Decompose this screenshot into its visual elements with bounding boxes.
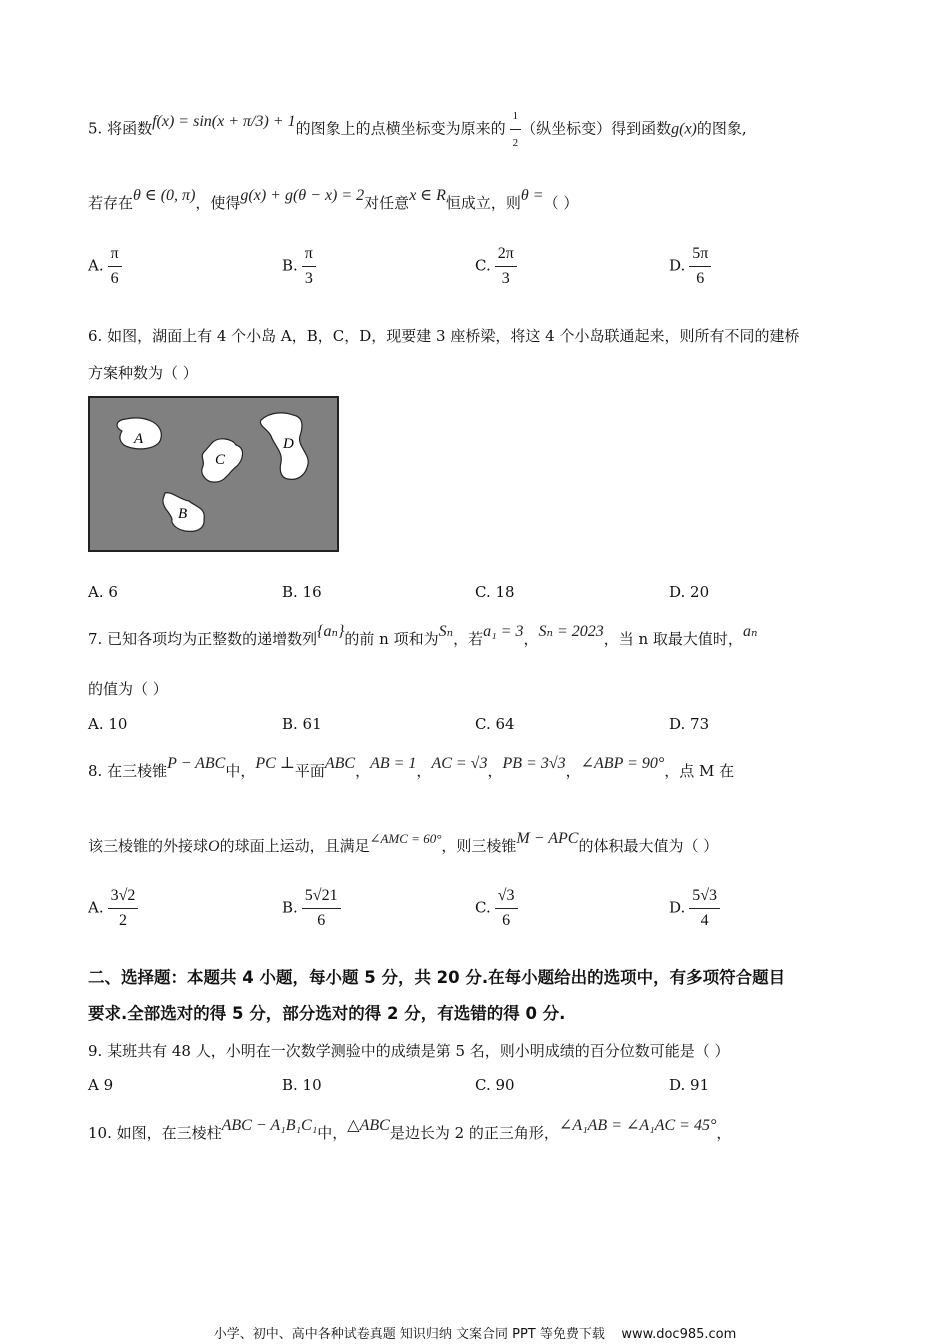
q8-ac: AC = √3	[431, 755, 488, 772]
q10-line1	[88, 1117, 732, 1145]
q8-angle: ∠ABP = 90°	[580, 755, 665, 772]
frac-num: 5√3	[689, 886, 720, 909]
q5-text: （纵坐标变）得到函数	[521, 119, 672, 138]
q9-option-b[interactable]: B. 10	[282, 1076, 322, 1094]
island-d-label: D	[283, 436, 294, 452]
q7-an: aₙ	[742, 623, 758, 640]
q6-option-d[interactable]: D. 20	[669, 583, 710, 601]
q9-text: 9. 某班共有 48 人，小明在一次数学测验中的成绩是第 5 名，则小明成绩的百分位数可能是（ ）	[88, 1042, 730, 1060]
q5-text: 恒成立，则	[445, 194, 521, 212]
q5-line1	[88, 105, 747, 154]
q7-sn: Sₙ	[438, 623, 454, 640]
frac-num: √3	[495, 886, 518, 909]
frac-num: 3√2	[108, 886, 139, 909]
q6-line1: 6. 如图，湖面上有 4 个小岛 A，B，C，D，现要建 3 座桥梁，将这 4 个小岛联通起来，则所有不同的建桥	[88, 327, 800, 345]
option-fraction	[302, 886, 341, 931]
option-label: A.	[88, 898, 104, 917]
option-fraction	[495, 244, 517, 289]
q7-option-d[interactable]: D. 73	[669, 715, 710, 733]
frac-den: 6	[696, 270, 705, 287]
option-fraction	[689, 886, 720, 931]
q5-text: 5. 将函数	[88, 119, 153, 138]
q7-option-b[interactable]: B. 61	[282, 715, 322, 733]
q6-option-c[interactable]: C. 18	[475, 583, 515, 601]
q8-pc-perp: PC ⊥	[255, 755, 295, 772]
q7-line1	[88, 623, 758, 651]
q8-text: ，	[487, 762, 503, 780]
q8-ab: AB = 1	[370, 755, 417, 772]
frac-num: 5√21	[302, 886, 341, 909]
frac-den: 6	[110, 270, 119, 287]
q6-option-b[interactable]: B. 16	[282, 583, 322, 601]
q10-text: 中，	[317, 1124, 348, 1142]
q8-option-c[interactable]	[475, 886, 518, 931]
islands-figure	[88, 396, 340, 553]
q7-text: ，	[523, 630, 539, 648]
q8-text: ，	[565, 762, 581, 780]
q5-option-a[interactable]	[88, 244, 122, 289]
option-label: C.	[475, 256, 491, 275]
q5-formula-g: g(x)	[671, 120, 697, 138]
q5-option-b[interactable]	[282, 244, 316, 289]
option-label: B.	[282, 256, 298, 275]
frac-den: 6	[317, 912, 326, 929]
q9-option-c[interactable]: C. 90	[475, 1076, 515, 1094]
q7-text: 的前 n 项和为	[344, 630, 439, 648]
q6-option-a[interactable]: A. 6	[88, 583, 118, 601]
q5-text: 若存在	[88, 194, 134, 212]
q8-pabc: P − ABC	[167, 755, 226, 772]
option-label: A.	[88, 256, 104, 275]
q5-option-c[interactable]	[475, 244, 517, 289]
q8-option-b[interactable]	[282, 886, 341, 931]
frac-den: 3	[501, 270, 510, 287]
frac-num: π	[302, 244, 316, 267]
q5-text: 的图象,	[696, 119, 747, 138]
q5-text: 对任意	[364, 194, 410, 212]
q5-half-num: 1	[510, 105, 522, 130]
q8-option-d[interactable]	[669, 886, 720, 931]
q8-amc: ∠AMC = 60°	[369, 831, 442, 846]
q5-theta-eq: θ =	[520, 187, 544, 204]
q10-text: 10. 如图，在三棱柱	[88, 1124, 222, 1142]
q7-option-a[interactable]: A. 10	[88, 715, 128, 733]
q8-line2	[88, 830, 719, 858]
option-label: C.	[475, 898, 491, 917]
q10-triangle: △ABC	[347, 1117, 390, 1134]
footer-site-link[interactable]: www.doc985.com	[621, 1327, 737, 1342]
q10-angles: ∠A₁AB = ∠A₁AC = 45°	[558, 1117, 717, 1134]
q5-theta-range: θ ∈ (0, π)	[133, 187, 196, 204]
frac-den: 3	[304, 270, 313, 287]
section2-heading-line1: 二、选择题：本题共 4 小题，每小题 5 分，共 20 分.在每小题给出的选项中，有多项符合题目	[88, 968, 786, 987]
q7-text: ，当 n 取最大值时，	[603, 630, 743, 648]
frac-den: 6	[502, 912, 511, 929]
q5-blank: （ ）	[543, 194, 579, 212]
q8-text: 中，	[225, 762, 256, 780]
island-a-label: A	[134, 431, 144, 447]
option-fraction	[108, 244, 122, 289]
q7-text: 7. 已知各项均为正整数的递增数列	[88, 630, 318, 648]
q8-text: 的球面上运动，且满足	[219, 837, 370, 855]
q7-option-c[interactable]: C. 64	[475, 715, 515, 733]
q8-text: ，	[355, 762, 371, 780]
q5-option-d[interactable]	[669, 244, 711, 289]
q6-line2: 方案种数为（ ）	[88, 364, 198, 382]
page-footer	[0, 1323, 950, 1342]
frac-num: 2π	[495, 244, 517, 267]
option-label: D.	[669, 898, 686, 917]
q10-text: ，	[716, 1124, 732, 1142]
q7-sn-val: Sₙ = 2023	[538, 623, 604, 640]
q5-text: ，使得	[195, 194, 241, 212]
footer-text: 小学、初中、高中各种试卷真题 知识归纳 文案合同 PPT 等免费下载	[213, 1327, 605, 1342]
frac-num: 5π	[689, 244, 711, 267]
q8-text: 8. 在三棱锥	[88, 762, 168, 780]
q7-line2: 的值为（ ）	[88, 680, 168, 698]
q8-o: O	[208, 838, 220, 855]
option-label: D.	[669, 256, 686, 275]
q8-option-a[interactable]	[88, 886, 138, 931]
q10-prism: ABC − A₁B₁C₁	[221, 1117, 318, 1134]
option-fraction	[108, 886, 139, 931]
q8-abc: ABC	[324, 755, 356, 772]
option-fraction	[495, 886, 518, 931]
q8-text: ，点 M 在	[664, 762, 735, 780]
frac-num: π	[108, 244, 122, 267]
q8-text: ，	[416, 762, 432, 780]
section2-heading-line2: 要求.全部选对的得 5 分，部分选对的得 2 分，有选错的得 0 分.	[88, 1004, 566, 1023]
q9-option-d[interactable]: D. 91	[669, 1076, 710, 1094]
island-b-label: B	[178, 506, 188, 522]
option-fraction	[302, 244, 316, 289]
q7-text: ，若	[453, 630, 484, 648]
q7-seq: {aₙ}	[317, 623, 345, 640]
q8-text: 该三棱锥的外接球	[88, 837, 209, 855]
q8-text: ，则三棱锥	[441, 837, 517, 855]
q5-line2	[88, 187, 579, 215]
q10-text: 是边长为 2 的正三角形，	[389, 1124, 559, 1142]
q5-x-in-r: x ∈ R	[409, 187, 446, 204]
q8-text: 的体积最大值为（ ）	[578, 837, 719, 855]
q5-half-den: 2	[512, 137, 519, 149]
option-label: B.	[282, 898, 298, 917]
q8-mapc: M − APC	[516, 830, 579, 847]
q5-text: 的图象上的点横坐标变为原来的	[295, 119, 506, 138]
q8-line1	[88, 755, 735, 783]
frac-den: 4	[700, 912, 709, 929]
frac-den: 2	[119, 912, 127, 929]
q5-half-fraction	[510, 105, 522, 154]
q7-a1: a₁ = 3	[483, 623, 524, 640]
island-c-label: C	[215, 452, 226, 468]
q5-formula-f: f(x) = sin(x + π/3) + 1	[152, 112, 296, 130]
q9-option-a[interactable]: A 9	[88, 1076, 114, 1094]
q8-text: 平面	[294, 762, 325, 780]
q8-pb: PB = 3√3	[502, 755, 566, 772]
q5-equation: g(x) + g(θ − x) = 2	[240, 187, 365, 204]
option-fraction	[689, 244, 711, 289]
